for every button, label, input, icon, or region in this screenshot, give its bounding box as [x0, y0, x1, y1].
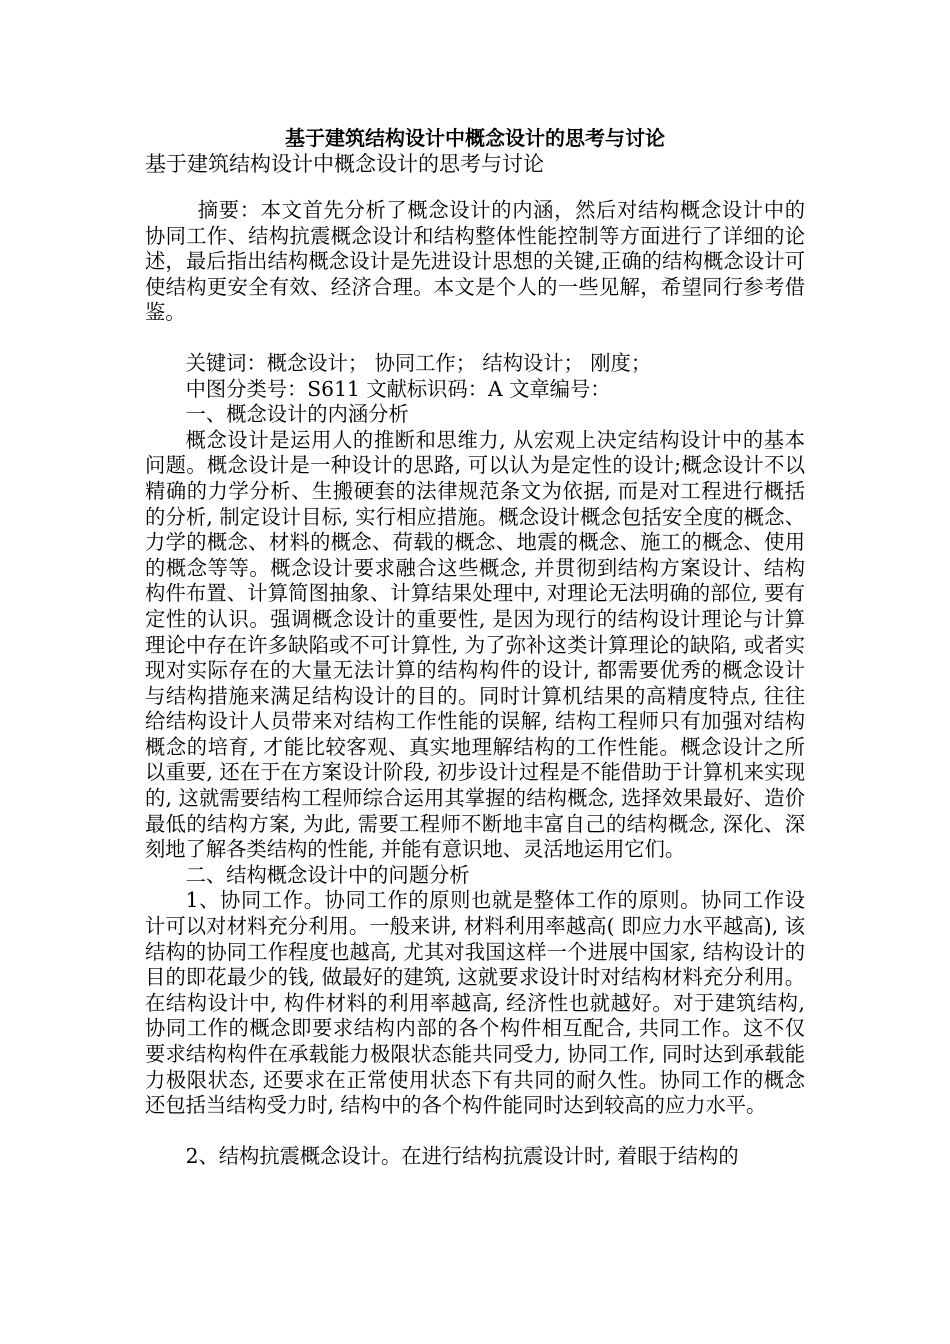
- section-heading-2: 二、结构概念设计中的问题分析: [185, 862, 470, 887]
- document-subtitle: 基于建筑结构设计中概念设计的思考与讨论: [145, 152, 544, 176]
- document-title: 基于建筑结构设计中概念设计的思考与讨论: [285, 126, 665, 150]
- keywords-line: 关键词：概念设计； 协同工作； 结构设计； 刚度；: [185, 350, 652, 375]
- abstract-paragraph: 摘要：本文首先分析了概念设计的内涵，然后对结构概念设计中的协同工作、结构抗震概念设计和结构整体性能控制等方面进行了详细的论述，最后指出结构概念设计是先进设计思想的关键,正确的结构概念设计可使结构更安全有效、经济合理。本文是个人的一些见解，希望同行参考借鉴。: [145, 198, 805, 325]
- document-body: [145, 198, 805, 1169]
- classification-line: 中图分类号：S611 文献标识码：A 文章编号：: [185, 376, 611, 401]
- section-heading-1: 一、概念设计的内涵分析: [185, 402, 409, 427]
- section-2-paragraph-2: 2、结构抗震概念设计。在进行结构抗震设计时, 着眼于结构的: [185, 1143, 739, 1168]
- section-2-paragraph-1: 1、协同工作。协同工作的原则也就是整体工作的原则。协同工作设计可以对材料充分利用。一般来讲, 材料利用率越高( 即应力水平越高), 该结构的协同工作程度也越高, 尤其对我国这样一个进展中国家, 结构设计的目的即花最少的钱, 做最好的建筑, 这就要求设计时对结构材料充分利用。在结构设计中, 构件材料的利用率越高, 经济性也就越好。对于建筑结构, 协同工作的概念即要求结构内部的各个构件相互配合, 共同工作。这不仅要求结构构件在承载能力极限状态能共同受力, 协同工作, 同时达到承载能力极限状态, 还要求在正常使用状态下有共同的耐久性。协同工作的概念还包括当结构受力时, 结构中的各个构件能同时达到较高的应力水平。: [145, 888, 805, 1118]
- section-1-paragraph: 概念设计是运用人的推断和思维力, 从宏观上决定结构设计中的基本问题。概念设计是一种设计的思路, 可以认为是定性的设计;概念设计不以精确的力学分析、生搬硬套的法律规范条文为依据, 而是对工程进行概括的分析, 制定设计目标, 实行相应措施。概念设计概念包括安全度的概念、力学的概念、材料的概念、荷载的概念、地震的概念、施工的概念、使用的概念等等。概念设计要求融合这些概念, 并贯彻到结构方案设计、结构构件布置、计算简图抽象、计算结果处理中, 对理论无法明确的部位, 要有定性的认识。强调概念设计的重要性, 是因为现行的结构设计理论与计算理论中存在许多缺陷或不可计算性, 为了弥补这类计算理论的缺陷, 或者实现对实际存在的大量无法计算的结构构件的设计, 都需要优秀的概念设计与结构措施来满足结构设计的目的。同时计算机结果的高精度特点, 往往给结构设计人员带来对结构工作性能的误解, 结构工程师只有加强对结构概念的培育, 才能比较客观、真实地理解结构的工作性能。概念设计之所以重要, 还在于在方案设计阶段, 初步设计过程是不能借助于计算机来实现的, 这就需要结构工程师综合运用其掌握的结构概念, 选择效果最好、造价最低的结构方案, 为此, 需要工程师不断地丰富自己的结构概念, 深化、深刻地了解各类结构的性能, 并能有意识地、灵活地运用它们。: [145, 427, 805, 862]
